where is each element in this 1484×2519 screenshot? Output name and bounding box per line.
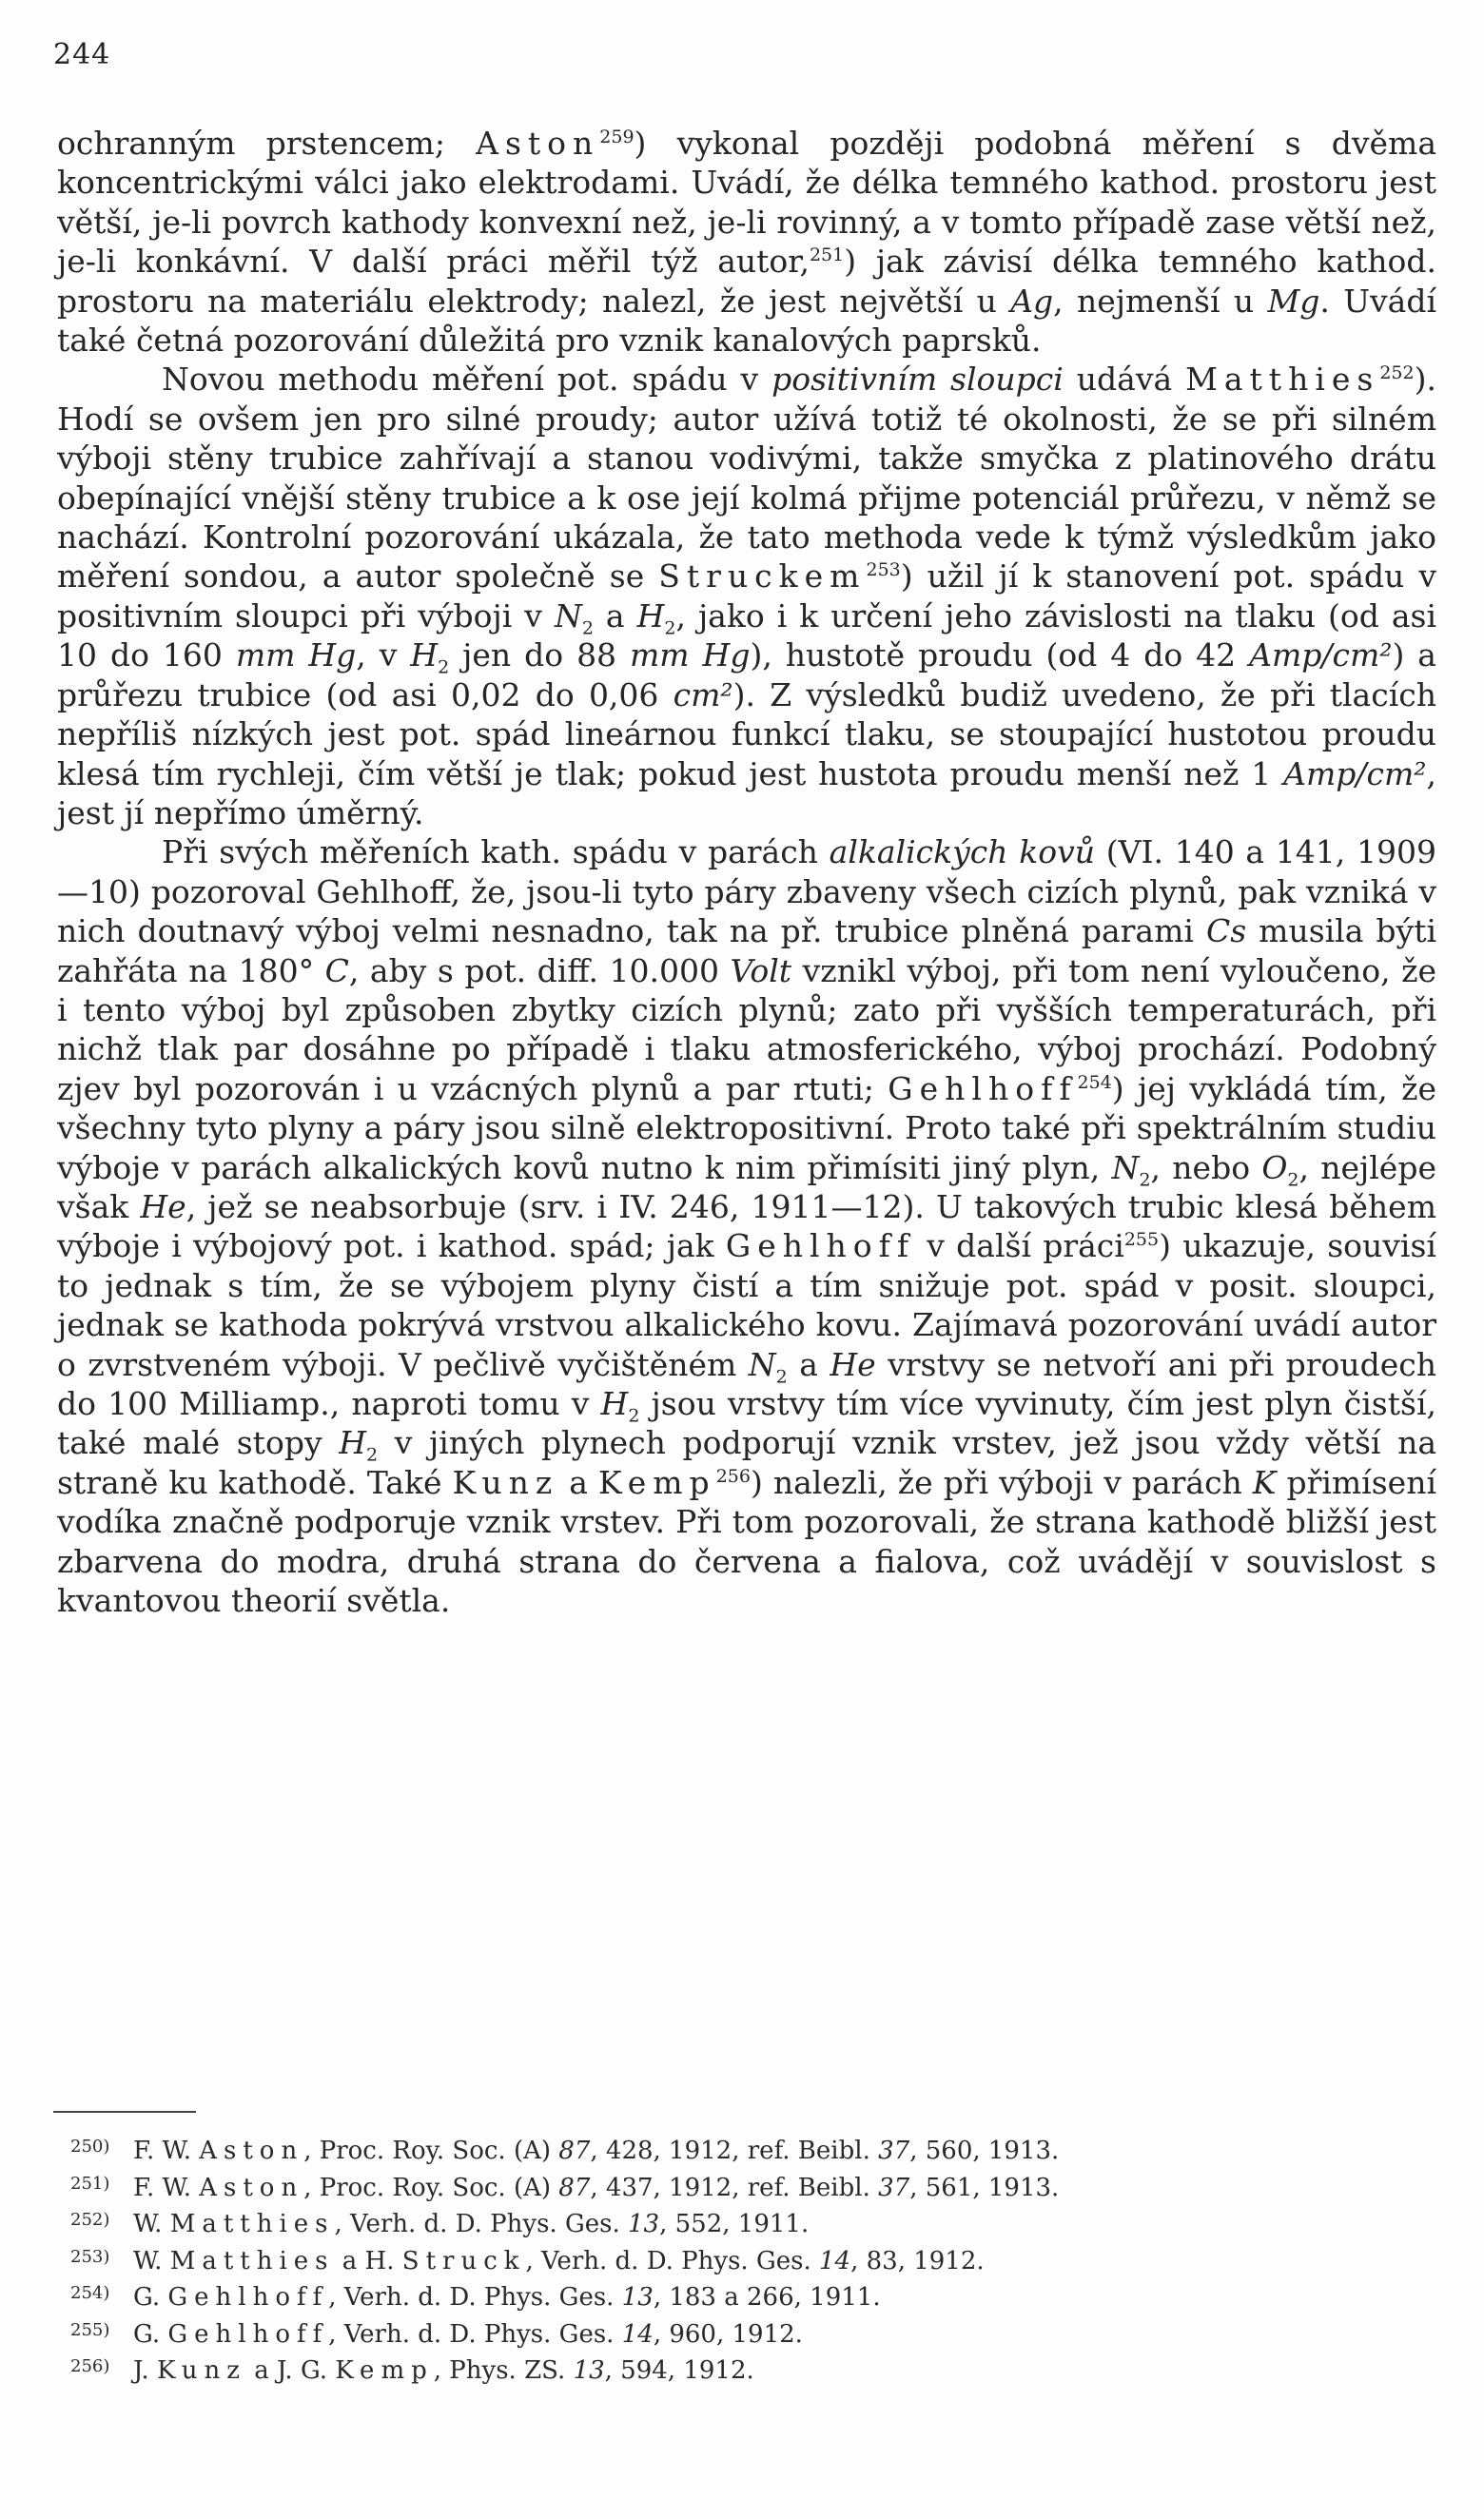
text-run: W.: [133, 2246, 170, 2275]
italic-text: 14: [818, 2246, 851, 2275]
spaced-name: Gehlhoff: [167, 2283, 329, 2312]
text-run: , 83, 1912.: [850, 2246, 985, 2275]
text-run: , nebo: [1150, 1148, 1262, 1186]
text-run: ) nalezli, že při výboji v parách: [750, 1463, 1253, 1501]
text-run: , Proc. Roy. Soc. (A): [303, 2173, 559, 2202]
text-run: , Proc. Roy. Soc. (A): [303, 2137, 559, 2165]
reference-marker: 259: [599, 127, 635, 147]
footnote-text: [133, 2247, 985, 2275]
text-run: , Phys. ZS.: [433, 2356, 574, 2385]
text-run: Novou methodu měření pot. spádu v: [162, 361, 772, 399]
subscript: 2: [438, 656, 450, 678]
text-run: a H.: [334, 2246, 402, 2275]
italic-text: He: [830, 1345, 876, 1383]
text-run: vrstvy se netvoří ani při proudech do 100 Milliamp., naproti tomu v: [57, 1345, 1436, 1422]
text-run: , 428, 1912, ref. Beibl.: [590, 2137, 879, 2165]
reference-marker: 251: [809, 244, 845, 266]
footnote-text: [133, 2283, 881, 2312]
text-run: v jiných plynech podporují vznik vrstev, jež jsou vždy větší na straně ku kathodě. Také: [57, 1424, 1436, 1501]
italic-text: N: [1111, 1148, 1140, 1186]
text-run: ) jak závisí délka temného kathod. prostoru na materiálu elektrody; nalezl, že jest největší u: [57, 243, 1437, 320]
italic-text: 87: [558, 2173, 591, 2202]
italic-text: H: [410, 636, 439, 674]
spaced-name: Matthies: [169, 2210, 335, 2238]
spaced-name: Matthies: [169, 2246, 335, 2275]
footnote: [70, 2131, 1446, 2168]
italic-text: mm Hg: [235, 636, 357, 674]
footnote: [70, 2168, 1446, 2205]
footnote-number: 254): [70, 2283, 110, 2303]
italic-text: 87: [558, 2137, 591, 2165]
footnotes: [70, 2131, 1446, 2388]
subscript: 2: [664, 617, 676, 639]
italic-text: alkalických kovů: [829, 833, 1096, 871]
text-run: ), hustotě proudu (od 4 do 42: [750, 636, 1250, 674]
text-run: a: [558, 1463, 598, 1501]
text-run: F. W.: [133, 2173, 200, 2202]
italic-text: H: [339, 1424, 366, 1462]
text-run: v další práci: [915, 1227, 1124, 1265]
italic-text: Amp/cm²: [1283, 754, 1427, 792]
italic-text: cm²: [673, 675, 733, 713]
italic-text: 13: [628, 2210, 660, 2238]
text-run: , Verh. d. D. Phys. Ges.: [525, 2246, 819, 2275]
footnote-number: 256): [70, 2356, 110, 2376]
footnote-number: 252): [70, 2210, 110, 2230]
footnote: [70, 2351, 1446, 2388]
footnote: [70, 2314, 1446, 2352]
subscript: 2: [1287, 1169, 1299, 1191]
text-run: a: [593, 596, 637, 635]
subscript: 2: [581, 617, 594, 639]
text-run: , 960, 1912.: [653, 2319, 803, 2349]
spaced-name: Kemp: [597, 1463, 716, 1501]
reference-marker: 254: [1077, 1071, 1112, 1093]
italic-text: N: [554, 596, 582, 635]
footnote-text: [133, 2137, 1059, 2165]
italic-text: 37: [878, 2137, 910, 2165]
italic-text: 13: [621, 2283, 654, 2312]
text-run: ) ukazuje, souvisí to jednak s tím, že se výbojem plyny čistí a tím snižuje pot. spád v posit. sloupci, jednak se kathoda pokrývá vrstvou alkalického kovu. Zajímavá pozorování uvádí autor o zvrstveném výboji. V pečlivě vyčištěném: [57, 1227, 1436, 1383]
text-run: , jako i k určení jeho závislosti na tlaku (od asi 10 do 160: [57, 596, 1437, 674]
footnote: [70, 2204, 1446, 2241]
footnote-number: 255): [70, 2319, 110, 2340]
text-run: (VI. 140 a 141, 1909—10) pozoroval Gehlhoff, že, jsou-li tyto páry zbaveny všech cizích plynů, pak vzniká v nich doutnavý výboj velmi nesnadno, tak na př. trubice plněná parami: [57, 833, 1436, 950]
italic-text: C: [324, 951, 349, 989]
subscript: 2: [775, 1366, 788, 1388]
spaced-name: Matthies: [1185, 361, 1380, 399]
text-run: Při svých měřeních kath. spádu v parách: [162, 833, 830, 871]
text-run: , Verh. d. D. Phys. Ges.: [328, 2283, 622, 2312]
text-run: G.: [133, 2283, 168, 2312]
text-run: ochranným prstencem;: [57, 125, 477, 162]
paragraph-3: [57, 832, 1436, 1620]
text-run: , Verh. d. D. Phys. Ges.: [328, 2319, 622, 2349]
spaced-name: Gehlhoff: [725, 1227, 916, 1265]
text-run: W.: [133, 2210, 170, 2238]
text-run: udává: [1063, 361, 1186, 399]
subscript: 2: [365, 1445, 379, 1466]
text-run: a J. G.: [245, 2356, 336, 2385]
text-run: ). Z výsledků budiž uvedeno, že při tlacích nepříliš nízkých jest pot. spád lineárnou funkcí tlaku, se stoupající hustotou proudu klesá tím rychleji, čím větší je tlak; pokud jest hustota proudu menší než 1: [57, 675, 1437, 792]
reference-marker: 256: [715, 1465, 751, 1487]
text-run: F. W.: [133, 2137, 200, 2165]
text-run: jen do 88: [449, 636, 631, 674]
footnote-number: 251): [70, 2173, 110, 2194]
text-run: přimísení vodíka značně podporuje vznik vrstev. Při tom pozorovali, že strana kathodě bližší jest zbarvena do modra, druhá strana do červena a fialova, což uvádějí v souvislost s kvantovou theorií světla.: [57, 1463, 1437, 1620]
text-run: a: [787, 1345, 830, 1383]
text-run: , 437, 1912, ref. Beibl.: [590, 2173, 879, 2202]
italic-text: Mg: [1267, 282, 1320, 320]
spaced-name: Gehlhoff: [167, 2319, 329, 2349]
reference-marker: 255: [1123, 1229, 1160, 1251]
reference-marker: 253: [866, 559, 901, 581]
italic-text: mm Hg: [630, 636, 751, 674]
spaced-name: Aston: [199, 2137, 304, 2165]
italic-text: Cs: [1205, 912, 1247, 950]
italic-text: Volt: [730, 951, 792, 989]
footnote-text: [133, 2174, 1059, 2202]
text-run: jsou vrstvy tím více vyvinuty, čím jest plyn čistší, také malé stopy: [57, 1385, 1436, 1462]
text-run: , 183 a 266, 1911.: [653, 2283, 881, 2312]
italic-text: O: [1261, 1148, 1288, 1186]
subscript: 2: [1139, 1169, 1151, 1191]
italic-text: Ag: [1010, 282, 1054, 320]
text-run: , jež se neabsorbuje (srv. i IV. 246, 1911—12). U takových trubic klesá během výboje i výbojový pot. i kathod. spád; jak: [57, 1187, 1436, 1265]
italic-text: He: [140, 1187, 186, 1225]
reference-marker: 252: [1379, 362, 1415, 384]
paragraph-2: [57, 360, 1436, 832]
italic-text: K: [1252, 1463, 1277, 1501]
paragraph-1: [57, 124, 1436, 360]
text-run: , 594, 1912.: [604, 2356, 754, 2385]
text-run: ) a průřezu trubice (od asi 0,02 do 0,06: [57, 636, 1436, 713]
text-run: G.: [133, 2319, 168, 2349]
text-run: . Uvádí také četná pozorování důležitá pro vznik kanalových paprsků.: [57, 282, 1436, 360]
text-run: ) jej vykládá tím, že všechny tyto plyny a páry jsou silně elektropositivní. Proto také při spektrálním studiu výboje v parách alkalických kovů nutno k nim přimísiti jiný plyn,: [57, 1069, 1436, 1186]
text-run: , nejlépe však: [57, 1148, 1436, 1225]
spaced-name: Struck: [401, 2246, 526, 2275]
spaced-name: Kunz: [156, 2356, 246, 2385]
text-run: vznikl výboj, při tom není vyloučeno, že i tento výboj byl způsoben zbytky cizích plynů; zato při vyšších temperaturách, při nichž tlak par dosáhne po případě i tlaku atmosferického, výboj prochází. Podobný zjev byl pozorován i u vzácných plynů a par rtuti;: [57, 951, 1437, 1107]
text-run: musila býti zahřáta na 180°: [57, 912, 1437, 989]
footnote-divider: [53, 2111, 196, 2113]
subscript: 2: [628, 1405, 640, 1427]
body-text: [57, 124, 1436, 1620]
spaced-name: Aston: [199, 2173, 304, 2202]
text-run: , Verh. d. D. Phys. Ges.: [334, 2210, 628, 2238]
spaced-name: Aston: [476, 125, 600, 162]
italic-text: H: [636, 596, 665, 635]
footnote-text: [133, 2320, 803, 2349]
text-run: ). Hodí se ovšem jen pro silné proudy; autor užívá totiž té okolnosti, že se při silném výboji stěny trubice zahřívají a stanou vodivými, takže smyčka z platinového drátu obepínající vnější stěny trubice a k ose její kolmá přijme potenciál průřezu, v němž se nachází. Kontrolní pozorování ukázala, že tato methoda vede k týmž výsledkům jako měření sondou, a autor společně se: [57, 361, 1436, 596]
footnote-text: [133, 2356, 754, 2385]
italic-text: N: [748, 1345, 776, 1383]
text-run: , aby s pot. diff. 10.000: [348, 951, 731, 989]
text-run: , 560, 1913.: [909, 2137, 1060, 2165]
footnote-text: [133, 2210, 809, 2238]
spaced-name: Gehlhoff: [888, 1069, 1078, 1107]
spaced-name: Kemp: [335, 2356, 434, 2385]
italic-text: 14: [621, 2319, 654, 2349]
page-number: 244: [53, 38, 111, 71]
italic-text: H: [600, 1385, 629, 1422]
spaced-name: Struckem: [658, 557, 867, 596]
italic-text: 37: [878, 2173, 910, 2202]
italic-text: positivním sloupci: [771, 361, 1064, 399]
spaced-name: Kunz: [452, 1463, 559, 1501]
text-run: ) vykonal později podobná měření s dvěma koncentrickými válci jako elektrodami. Uvádí, že délka temného kathod. prostoru jest větší, je-li povrch kathody konvexní než, je-li rovinný, a v tomto případě zase větší než, je-li konkávní. V další práci měřil týž autor,: [57, 125, 1436, 281]
footnote-number: 250): [70, 2137, 110, 2157]
text-run: , 552, 1911.: [659, 2210, 810, 2238]
italic-text: 13: [573, 2356, 605, 2385]
text-run: , jest jí nepřímo úměrný.: [57, 754, 1436, 831]
text-run: J.: [133, 2356, 157, 2385]
footnote: [70, 2241, 1446, 2278]
italic-text: Amp/cm²: [1249, 636, 1393, 674]
text-run: , 561, 1913.: [909, 2173, 1060, 2202]
text-run: ) užil jí k stanovení pot. spádu v positivním sloupci při výboji v: [57, 557, 1436, 635]
footnote: [70, 2277, 1446, 2314]
text-run: , nejmenší u: [1053, 282, 1268, 320]
footnote-number: 253): [70, 2246, 110, 2267]
text-run: , v: [356, 636, 411, 674]
